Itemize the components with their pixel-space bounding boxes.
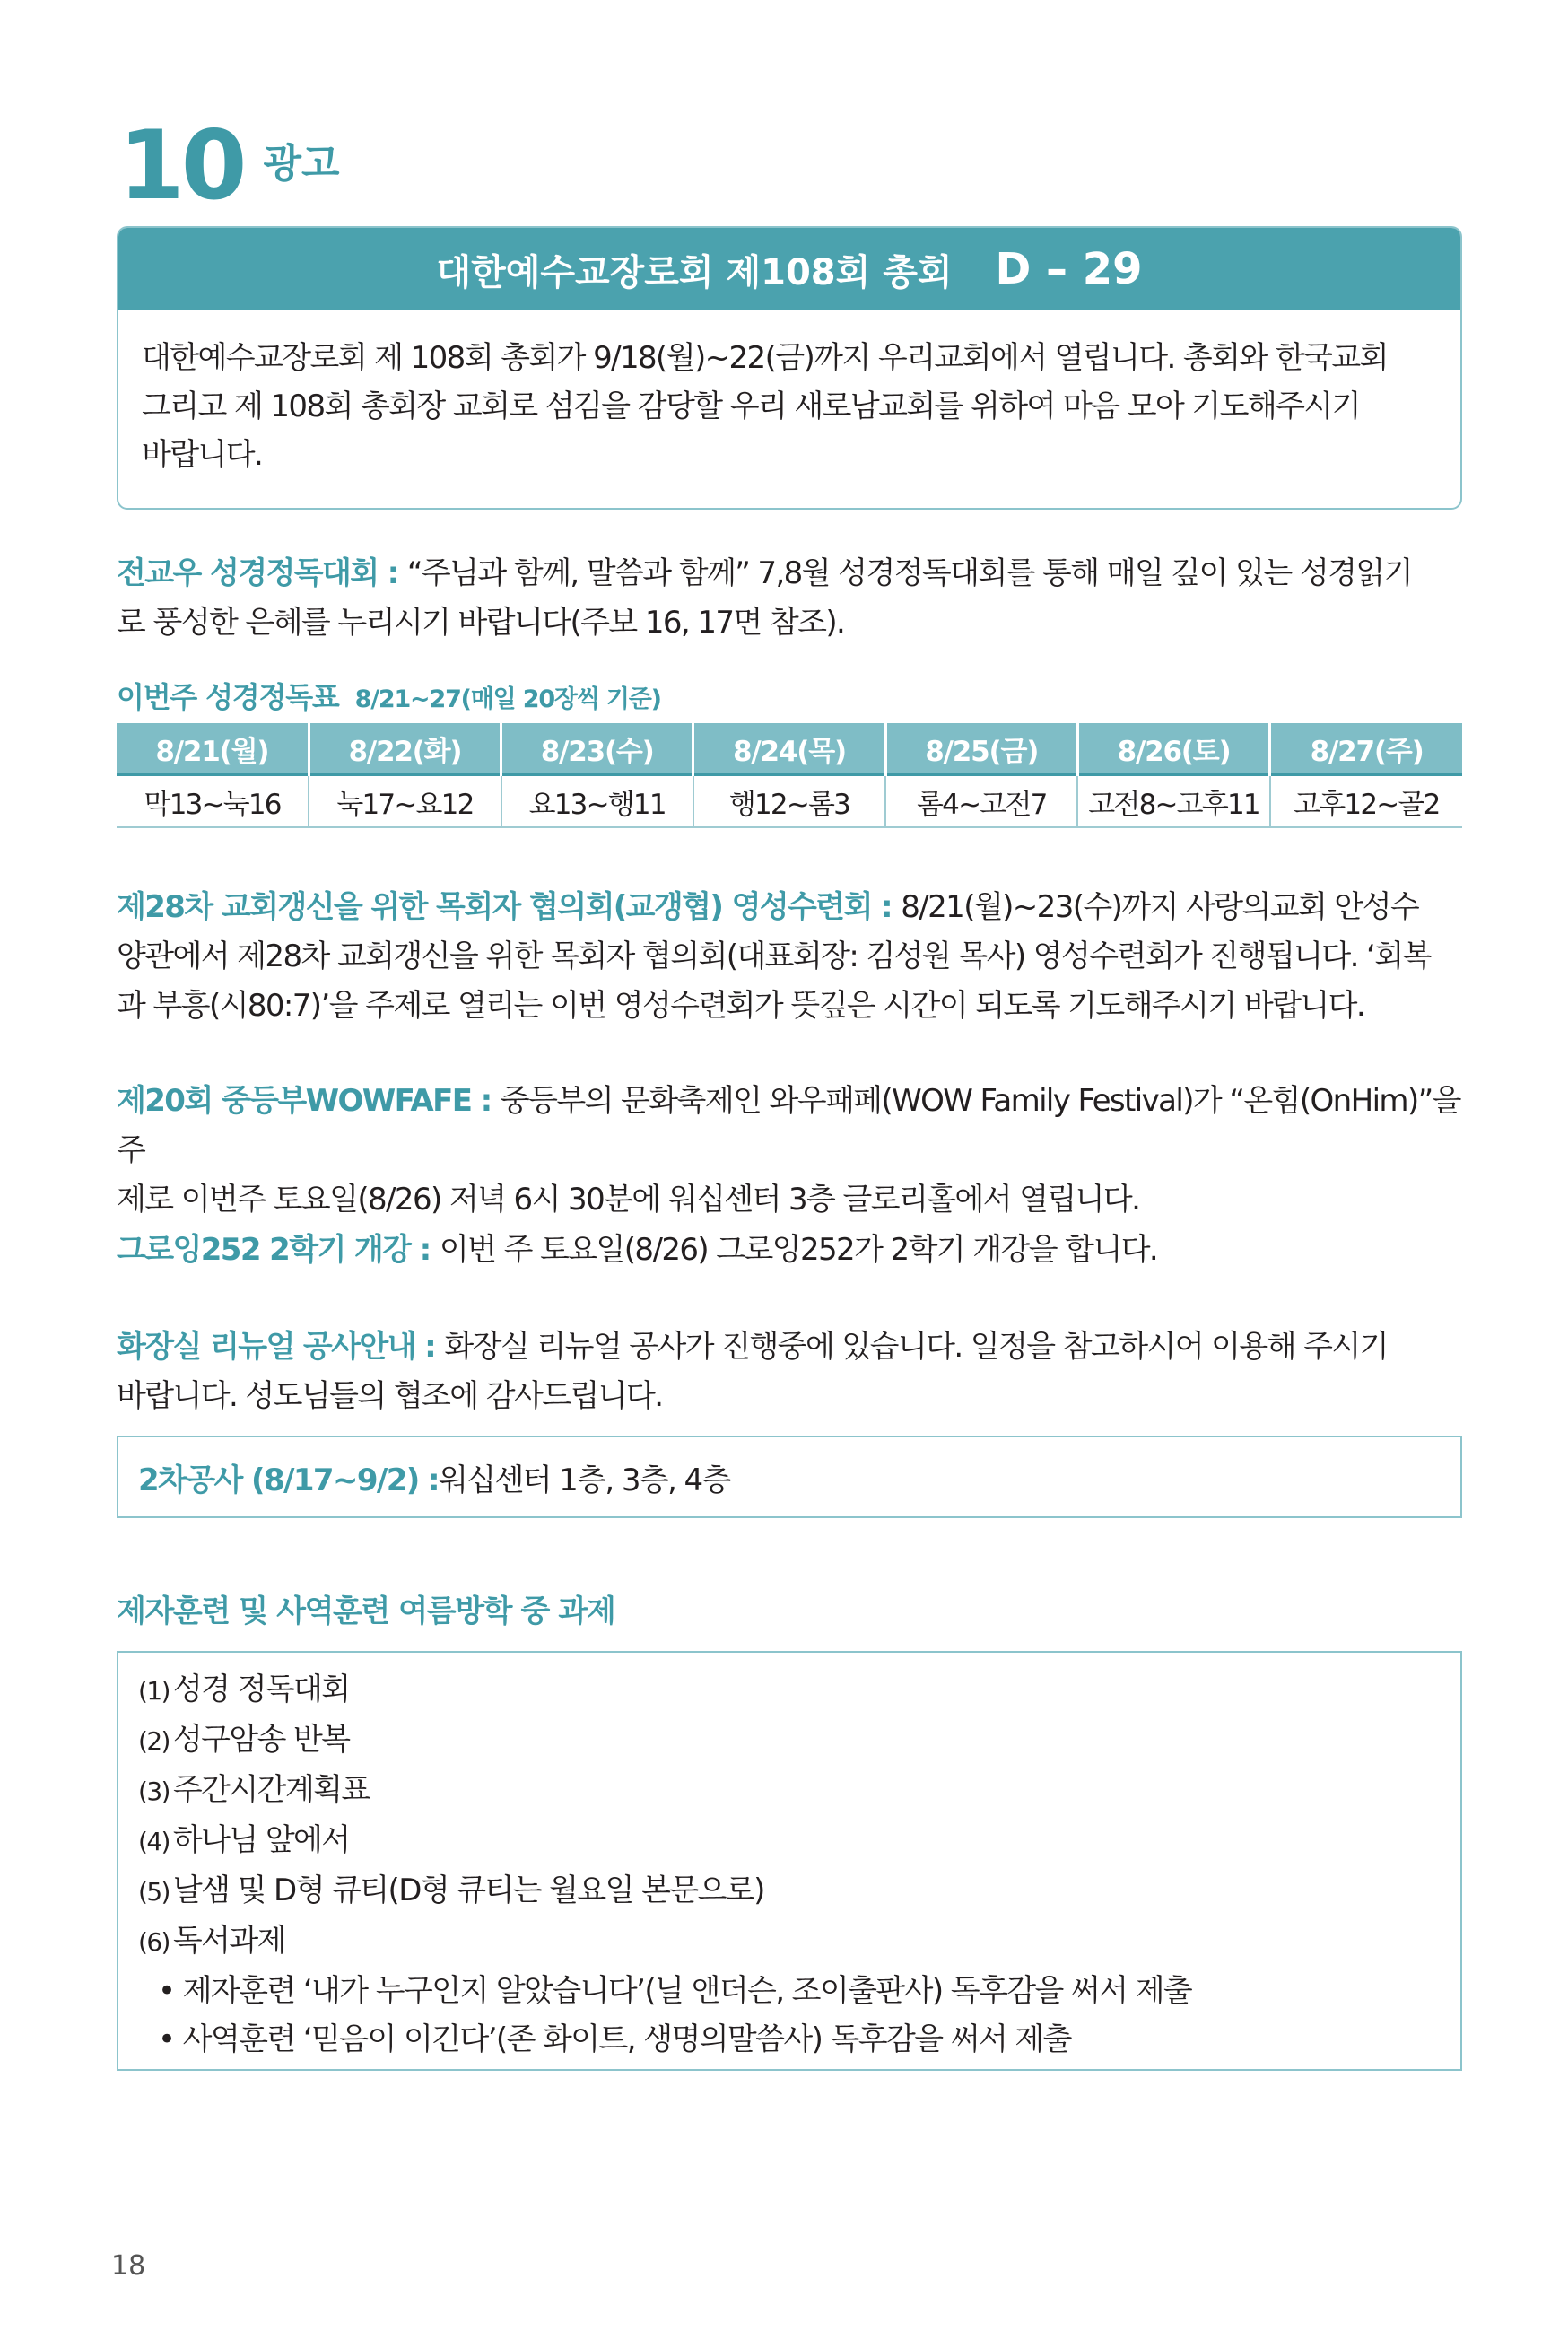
table-row [117, 775, 1462, 828]
notice-lead: 제28차 교회갱신을 위한 목회자 협의회(교갱협) 영성수련회 : [117, 889, 902, 925]
body-line: 대한예수교장로회 제 108회 총회가 9/18(월)~22(금)까지 우리교회에서 열립니다. 총회와 한국교회 [142, 340, 1388, 376]
notice-lead: 제20회 중등부WOWFAFE : [117, 1083, 501, 1119]
section-number: 10 [118, 110, 244, 221]
renovation-phase-box [117, 1436, 1462, 1518]
table-header-cell: 8/25(금) [885, 723, 1077, 775]
table-header-row [117, 723, 1462, 775]
notice-text: “주님과 함께, 말씀과 함께” 7,8월 성경정독대회를 통해 매일 깊이 있는 성경읽기 [406, 555, 1412, 591]
bible-reading-contest-notice [117, 549, 1462, 648]
task-number: (3) [138, 1777, 170, 1806]
list-item [138, 1866, 1460, 1916]
task-number: (5) [138, 1877, 170, 1907]
bullet-item: • 사역훈련 ‘믿음이 이긴다’(존 화이트, 생명의말씀사) 독후감을 써서 제출 [158, 2021, 1071, 2057]
table-header-cell: 8/22(화) [309, 723, 501, 775]
training-heading: 제자훈련 및 사역훈련 여름방학 중 과제 [117, 1593, 615, 1629]
list-item [138, 1816, 1460, 1866]
table-cell: 행12~롬3 [693, 775, 885, 828]
notice-text: 과 부흥(시80:7)’을 주제로 열리는 이번 영성수련회가 뜻깊은 시간이 되도록 기도해주시기 바랍니다. [117, 988, 1365, 1024]
task-text: 날샘 및 D형 큐티(D형 큐티는 월요일 본문으로) [172, 1873, 764, 1908]
section-header [118, 106, 340, 221]
task-number: (1) [138, 1676, 170, 1706]
wowfafe-notice [117, 1077, 1462, 1225]
table-header-cell: 8/27(주) [1270, 723, 1462, 775]
list-item [138, 1716, 1460, 1766]
weekly-reading-subtitle: 8/21~27(매일 20장씩 기준) [354, 685, 661, 713]
general-assembly-header [118, 228, 1460, 310]
table-header-cell: 8/21(월) [117, 723, 309, 775]
restroom-renovation-notice [117, 1323, 1462, 1421]
table-cell: 고전8~고후11 [1077, 775, 1269, 828]
weekly-reading-title: 이번주 성경정독표 [117, 680, 339, 714]
dday-countdown: D – 29 [995, 244, 1143, 294]
notice-lead: 그로잉252 2학기 개강 : [117, 1232, 440, 1268]
notice-text: 8/21(월)~23(수)까지 사랑의교회 안성수 [901, 889, 1419, 925]
task-text: 독서과제 [172, 1923, 285, 1959]
table-cell: 막13~눅16 [117, 775, 309, 828]
phase-text: 워십센터 1층, 3층, 4층 [438, 1462, 730, 1498]
task-number: (2) [138, 1726, 170, 1756]
page-number: 18 [111, 2250, 146, 2282]
section-title: 광고 [263, 141, 340, 187]
table-cell: 롬4~고전7 [885, 775, 1077, 828]
table-header-cell: 8/26(토) [1077, 723, 1269, 775]
task-number: (6) [138, 1927, 170, 1957]
task-text: 성경 정독대회 [172, 1672, 350, 1707]
task-text: 주간시간계획표 [172, 1772, 370, 1808]
body-line: 바랍니다. [142, 437, 263, 473]
task-text: 하나님 앞에서 [172, 1822, 350, 1858]
list-item [138, 1766, 1460, 1816]
growing252-notice [117, 1226, 1462, 1275]
general-assembly-title: 대한예수교장로회 제108회 총회 [436, 251, 953, 293]
list-item [138, 1916, 1460, 1967]
notice-text: 양관에서 제28차 교회갱신을 위한 목회자 협의회(대표회장: 김성원 목사) 영성수련회가 진행됩니다. ‘회복 [117, 939, 1431, 974]
table-header-cell: 8/23(수) [501, 723, 693, 775]
table-cell: 눅17~요12 [309, 775, 501, 828]
phase-lead: 2차공사 (8/17~9/2) : [138, 1462, 439, 1498]
bullet-item: • 제자훈련 ‘내가 누구인지 알았습니다’(닐 앤더슨, 조이출판사) 독후감을 써서 제출 [158, 1973, 1192, 2009]
weekly-reading-heading [117, 675, 661, 716]
weekly-reading-table [117, 723, 1462, 828]
table-cell: 고후12~골2 [1270, 775, 1462, 828]
list-item [138, 1665, 1460, 1716]
table-header-cell: 8/24(목) [693, 723, 885, 775]
notice-text: 로 풍성한 은혜를 누리시기 바랍니다(주보 16, 17면 참조). [117, 605, 845, 641]
pastors-retreat-notice [117, 883, 1462, 1031]
task-text: 성구암송 반복 [172, 1722, 350, 1758]
notice-text: 바랍니다. 성도님들의 협조에 감사드립니다. [117, 1378, 663, 1414]
notice-text: 화장실 리뉴얼 공사가 진행중에 있습니다. 일정을 참고하시어 이용해 주시기 [444, 1329, 1388, 1365]
body-line: 그리고 제 108회 총회장 교회로 섬김을 감당할 우리 새로남교회를 위하여 마음 모아 기도해주시기 [142, 388, 1360, 424]
task-number: (4) [138, 1827, 170, 1856]
table-cell: 요13~행11 [501, 775, 693, 828]
general-assembly-box [117, 226, 1462, 510]
general-assembly-body [118, 310, 1460, 479]
notice-text: 중등부의 문화축제인 와우패페(WOW Family Festival)가 “온힘(OnHim)”을 주 [117, 1083, 1460, 1168]
training-task-box [117, 1651, 1462, 2071]
notice-lead: 전교우 성경정독대회 : [117, 555, 407, 591]
notice-lead: 화장실 리뉴얼 공사안내 : [117, 1329, 445, 1365]
notice-text: 제로 이번주 토요일(8/26) 저녁 6시 30분에 워십센터 3층 글로리홀에서 열립니다. [117, 1182, 1140, 1218]
notice-text: 이번 주 토요일(8/26) 그로잉252가 2학기 개강을 합니다. [439, 1232, 1158, 1268]
